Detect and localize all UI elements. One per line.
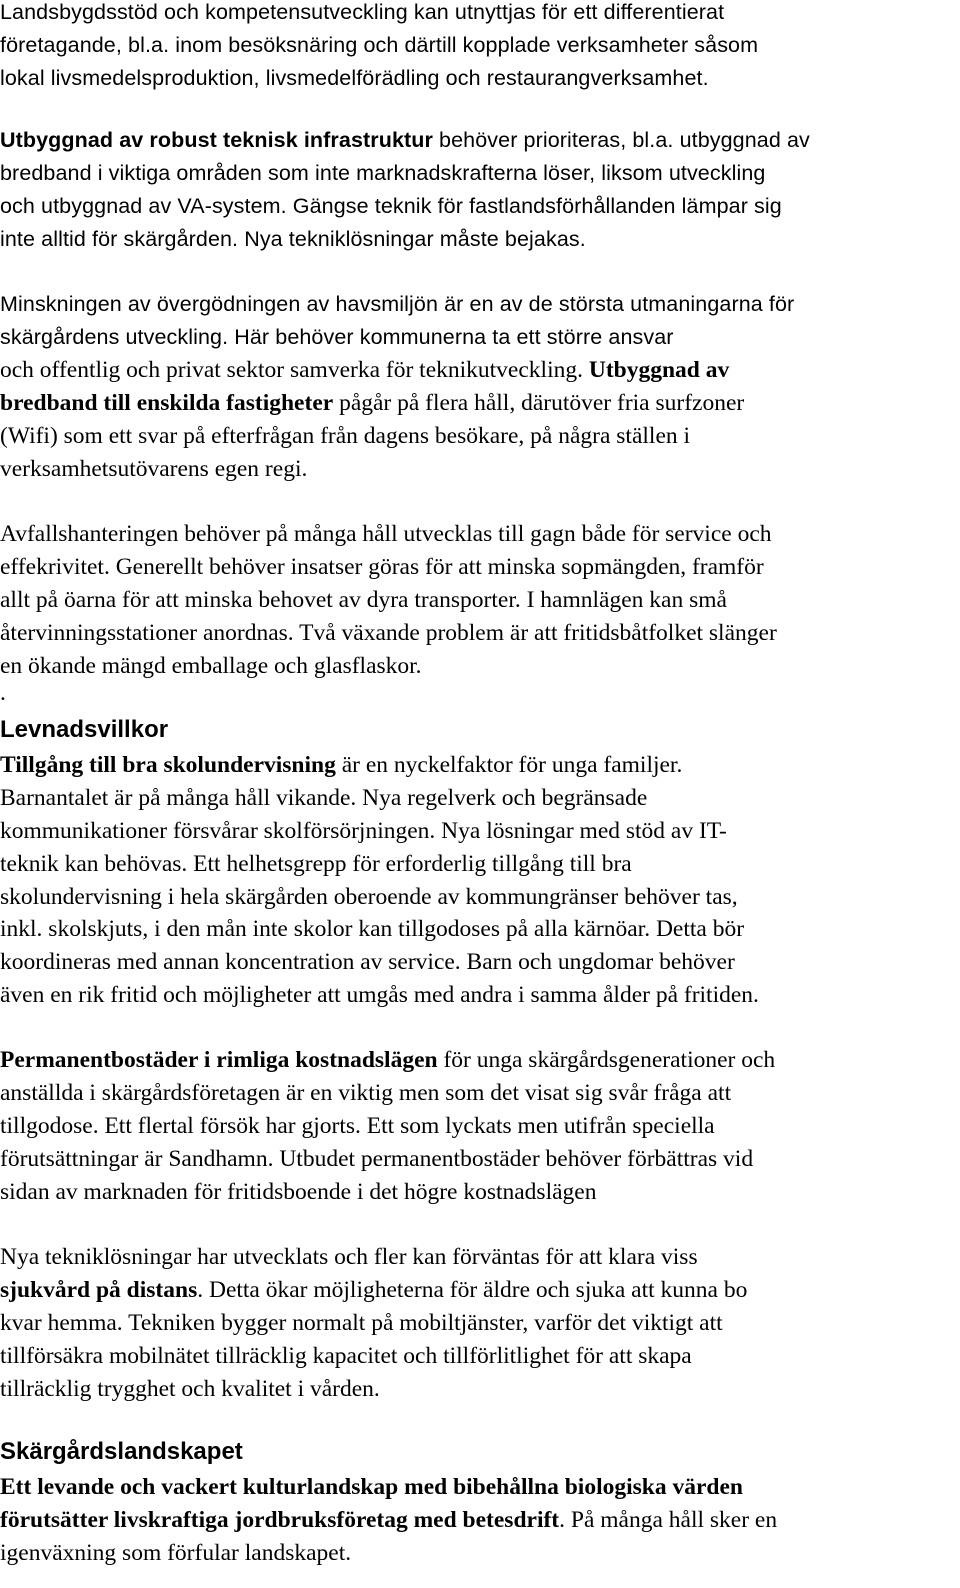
section-heading: Levnadsvillkor xyxy=(0,716,169,743)
text-line: och utbyggnad av VA-system. Gängse teknik för fastlandsförhållanden lämpar sig xyxy=(0,194,782,218)
text-line: tillgodose. Ett flertal försök har gjorts. Ett som lyckats men utifrån speciella xyxy=(0,1113,715,1139)
section-heading: Skärgårdslandskapet xyxy=(0,1438,243,1465)
text-line: kommunikationer försvårar skolförsörjningen. Nya lösningar med stöd av IT- xyxy=(0,818,727,844)
text-line: skärgårdens utveckling. Här behöver kommunerna ta ett större ansvar xyxy=(0,325,674,349)
text-line: effekrivitet. Generellt behöver insatser göras för att minska sopmängden, framför xyxy=(0,554,764,580)
text-line: skolundervisning i hela skärgården oberoende av kommungränser behöver tas, xyxy=(0,884,738,910)
text-line: Permanentbostäder i rimliga kostnadslägen för unga skärgårdsgenerationer och xyxy=(0,1047,776,1073)
text-line: tillräcklig trygghet och kvalitet i vården. xyxy=(0,1376,380,1402)
text-line: återvinningsstationer anordnas. Två växande problem är att fritidsbåtfolket slänger xyxy=(0,620,777,646)
text-line: förutsättningar är Sandhamn. Utbudet permanentbostäder behöver förbättras vid xyxy=(0,1146,754,1172)
text-line: teknik kan behövas. Ett helhetsgrepp för erforderlig tillgång till bra xyxy=(0,851,632,877)
text-line: en ökande mängd emballage och glasflaskor. xyxy=(0,653,422,679)
text-line: och offentlig och privat sektor samverka för teknikutveckling. Utbyggnad av xyxy=(0,357,730,383)
text-line: anställda i skärgårdsföretagen är en viktig men som det visat sig svår fråga att xyxy=(0,1080,732,1106)
text-line: inte alltid för skärgården. Nya tekniklösningar måste bejakas. xyxy=(0,227,586,251)
text-line: (Wifi) som ett svar på efterfrågan från dagens besökare, på några ställen i xyxy=(0,423,691,449)
text-line: lokal livsmedelsproduktion, livsmedelförädling och restaurangverksamhet. xyxy=(0,66,709,90)
text-line: koordineras med annan koncentration av service. Barn och ungdomar behöver xyxy=(0,949,735,975)
text-line: allt på öarna för att minska behovet av dyra transporter. I hamnlägen kan små xyxy=(0,587,727,613)
text-line: Landsbygdsstöd och kompetensutveckling kan utnyttjas för ett differentierat xyxy=(0,0,725,24)
text-line: företagande, bl.a. inom besöksnäring och därtill kopplade verksamheter såsom xyxy=(0,33,759,57)
text-line: kvar hemma. Tekniken bygger normalt på mobiltjänster, varför det viktigt att xyxy=(0,1310,723,1336)
text-line: tillförsäkra mobilnätet tillräcklig kapacitet och tillförlitlighet för att skapa xyxy=(0,1343,692,1369)
text-line: igenväxning som förfular landskapet. xyxy=(0,1540,352,1566)
text-line: inkl. skolskjuts, i den mån inte skolor kan tillgodoses på alla kärnöar. Detta bör xyxy=(0,916,745,942)
text-line: Minskningen av övergödningen av havsmiljön är en av de största utmaningarna för xyxy=(0,292,795,316)
text-line: förutsätter livskraftiga jordbruksföretag med betesdrift. På många håll sker en xyxy=(0,1507,778,1533)
text-line: bredband till enskilda fastigheter pågår på flera håll, därutöver fria surfzoner xyxy=(0,390,745,416)
text-line: . xyxy=(0,680,6,706)
text-line: Barnantalet är på många håll vikande. Nya regelverk och begränsade xyxy=(0,785,648,811)
text-line: Ett levande och vackert kulturlandskap med bibehållna biologiska värden xyxy=(0,1474,743,1500)
text-line: sjukvård på distans. Detta ökar möjligheterna för äldre och sjuka att kunna bo xyxy=(0,1277,748,1303)
text-line: även en rik fritid och möjligheter att umgås med andra i samma ålder på fritiden. xyxy=(0,982,759,1008)
text-line: Utbyggnad av robust teknisk infrastruktur behöver prioriteras, bl.a. utbyggnad av xyxy=(0,128,810,152)
text-line: sidan av marknaden för fritidsboende i det högre kostnadslägen xyxy=(0,1179,597,1205)
text-line: Avfallshanteringen behöver på många håll utvecklas till gagn både för service och xyxy=(0,521,772,547)
text-line: bredband i viktiga områden som inte marknadskrafterna löser, liksom utveckling xyxy=(0,161,766,185)
text-line: verksamhetsutövarens egen regi. xyxy=(0,456,308,482)
text-line: Tillgång till bra skolundervisning är en nyckelfaktor för unga familjer. xyxy=(0,752,683,778)
text-line: Nya tekniklösningar har utvecklats och fler kan förväntas för att klara viss xyxy=(0,1244,698,1270)
